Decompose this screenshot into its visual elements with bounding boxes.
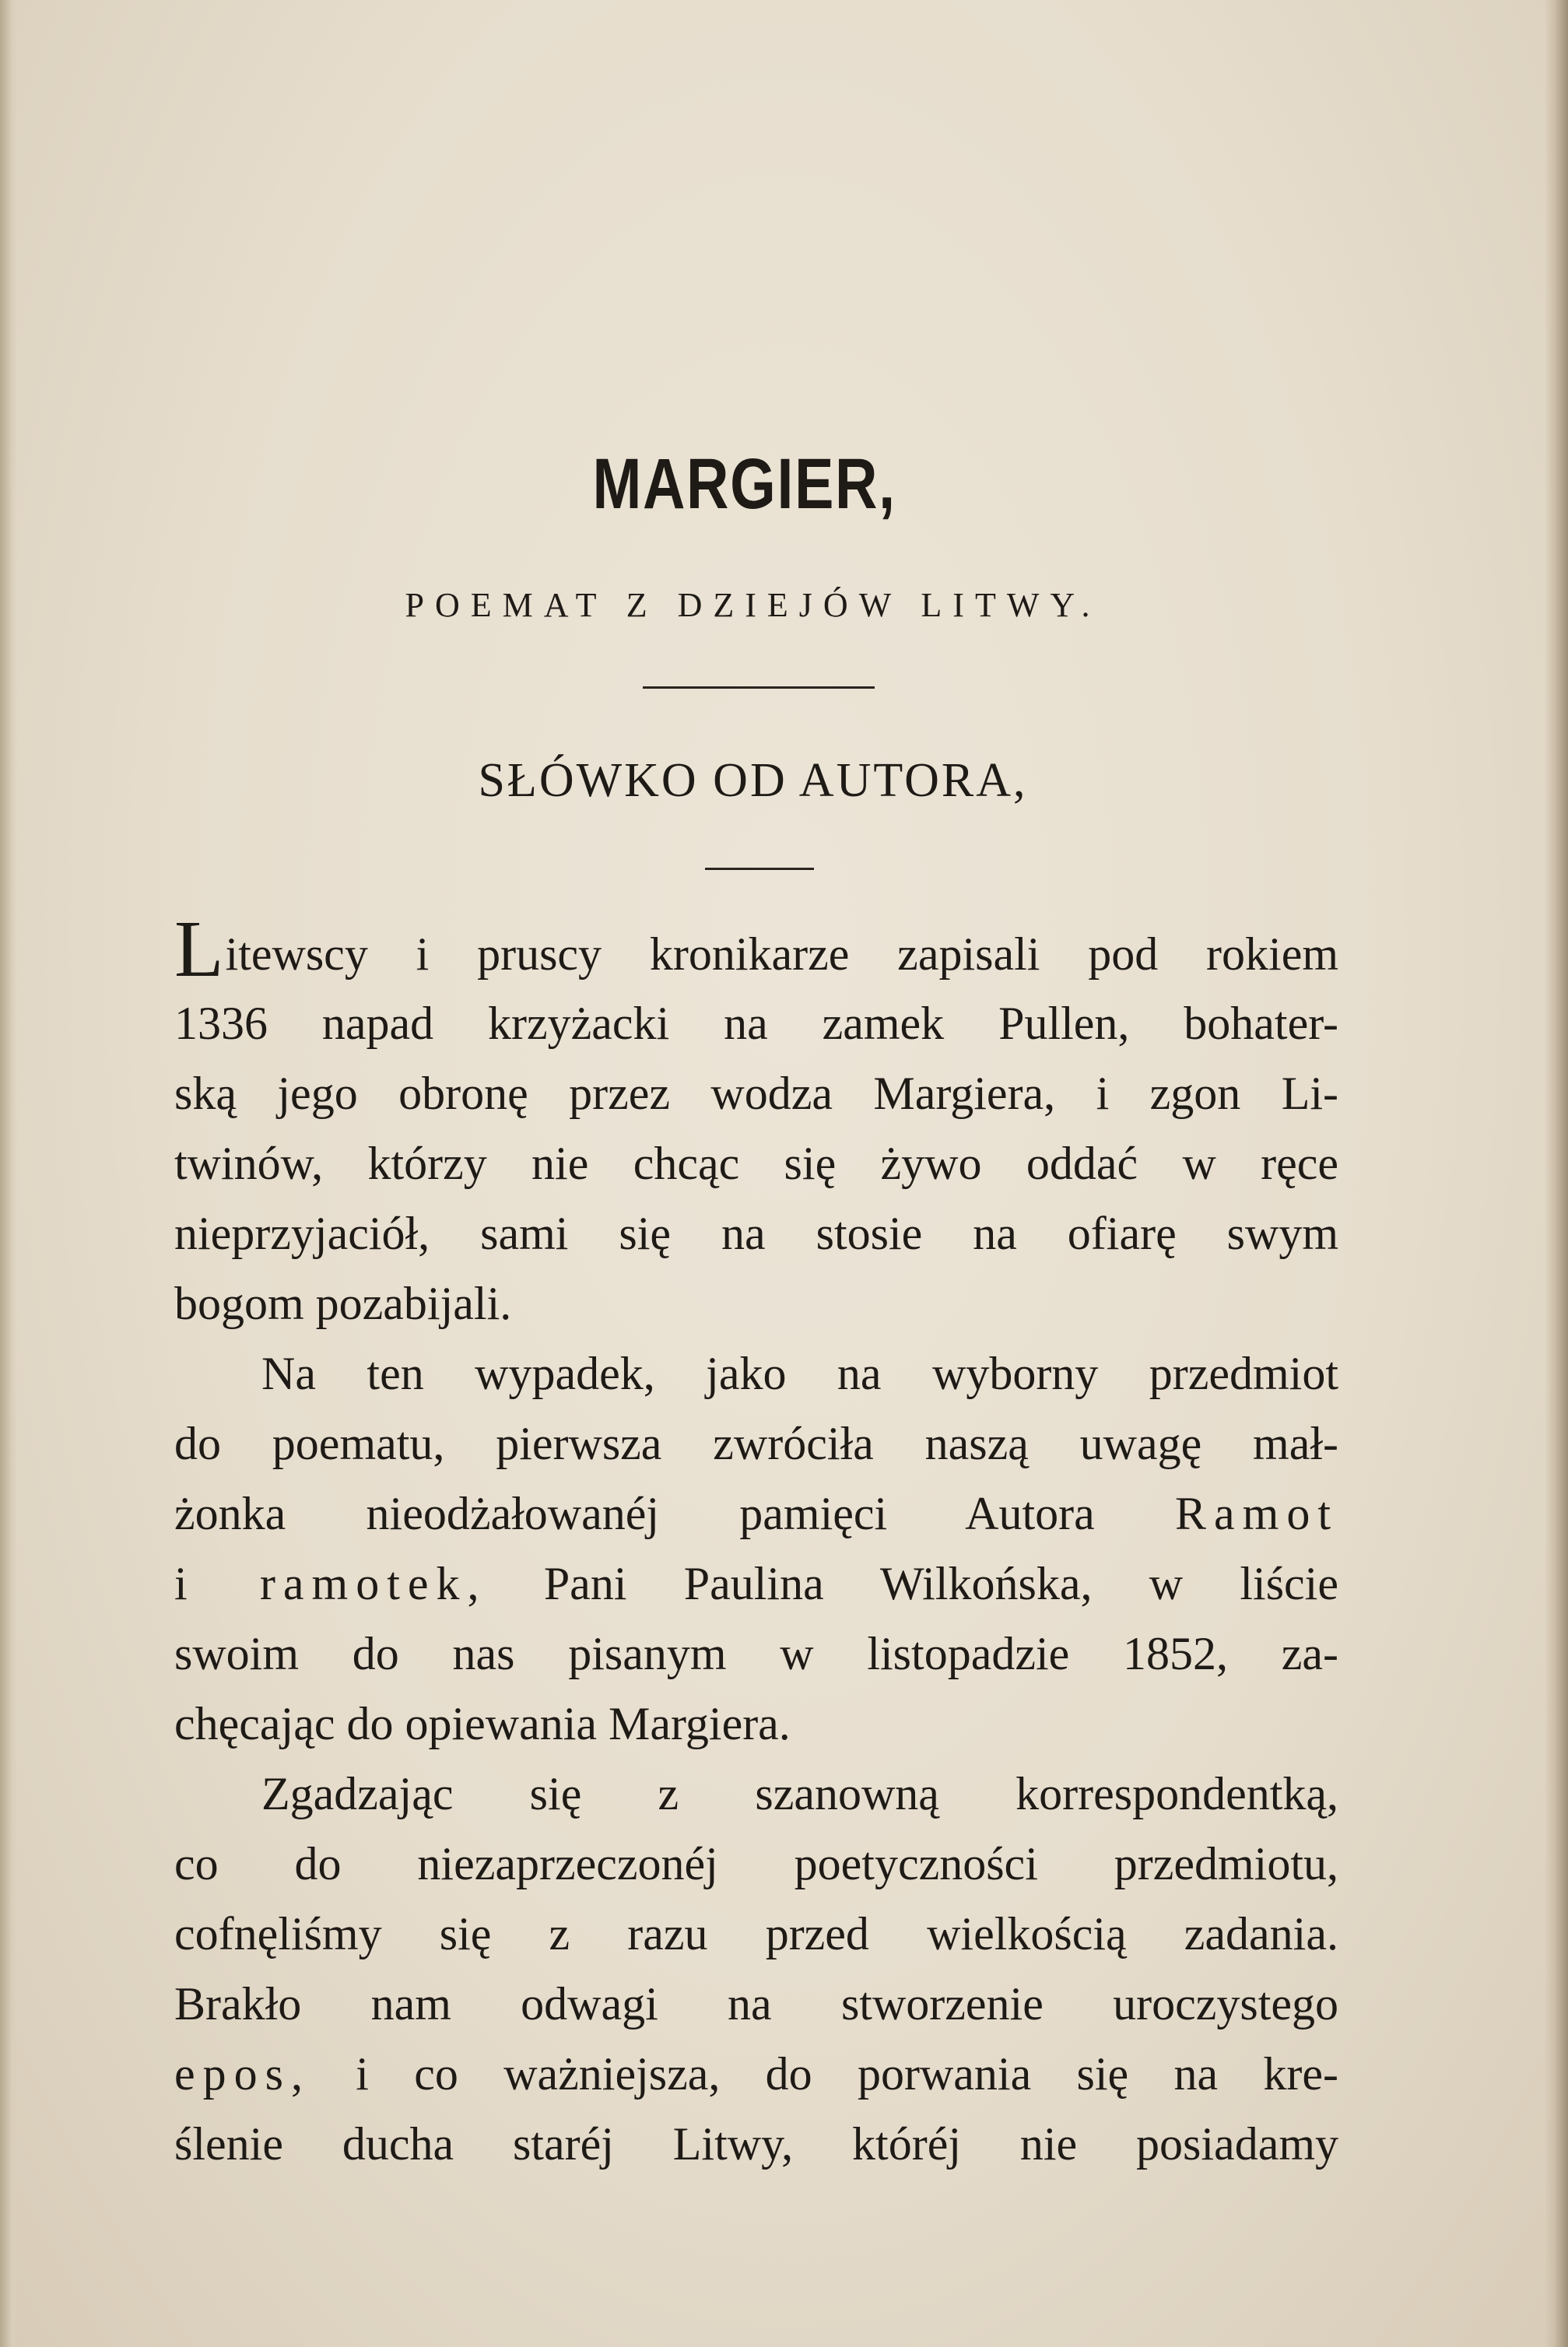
text-line: ślenie ducha staréj Litwy, któréj nie posiadamy [174, 2118, 1338, 2170]
spaced-title: Ramot [1175, 1488, 1338, 1539]
text-line: Zgadzając się z szanowną korrespondentką, [261, 1768, 1338, 1819]
spaced-word: epos, [174, 2048, 310, 2100]
text-line: do poematu, pierwsza zwróciła naszą uwagę mał- [174, 1418, 1338, 1469]
text-segment: Pani Paulina Wilkońska, w liście [543, 1558, 1338, 1609]
page-left-edge [0, 0, 17, 2347]
text-segment: i co ważniejsza, do porwania się na kre- [356, 2048, 1339, 2100]
text-line: bogom pozabijali. [174, 1278, 512, 1329]
page-title: MARGIER, [592, 444, 896, 524]
text-line: nieprzyjaciół, sami się na stosie na ofiarę swym [174, 1208, 1338, 1259]
text-line: Na ten wypadek, jako na wyborny przedmiot [261, 1348, 1338, 1399]
text-line: 1336 napad krzyżacki na zamek Pullen, bohater- [174, 998, 1338, 1049]
text-line: twinów, którzy nie chcąc się żywo oddać w ręce [174, 1138, 1338, 1189]
text-line-rest: itewscy i pruscy kronikarze zapisali pod rokiem [225, 928, 1338, 980]
page-subtitle: POEMAT Z DZIEJÓW LITWY. [405, 586, 1101, 624]
divider-rule [643, 686, 875, 689]
drop-cap: L [174, 904, 224, 994]
text-segment: żonka nieodżałowanéj pamięci Autora [174, 1488, 1095, 1539]
page-right-edge [1545, 0, 1568, 2347]
text-line: chęcając do opiewania Margiera. [174, 1698, 791, 1749]
text-line: ską jego obronę przez wodza Margiera, i zgon Li- [174, 1068, 1338, 1119]
text-line [174, 1479, 1338, 1549]
section-heading: SŁÓWKO OD AUTORA, [478, 754, 1028, 807]
text-line [174, 1549, 1338, 1619]
text-line: co do niezaprzeczonéj poetyczności przedmiotu, [174, 1838, 1338, 1889]
text-line [174, 2039, 1338, 2109]
text-line: cofnęliśmy się z razu przed wielkością zadania. [174, 1908, 1338, 1959]
divider-rule-short [705, 868, 814, 870]
spaced-title: i ramotek, [174, 1558, 487, 1609]
text-line [174, 904, 1338, 994]
text-line: swoim do nas pisanym w listopadzie 1852, za- [174, 1628, 1338, 1679]
text-line: Brakło nam odwagi na stworzenie uroczystego [174, 1978, 1338, 2030]
body-text [174, 904, 1339, 2179]
